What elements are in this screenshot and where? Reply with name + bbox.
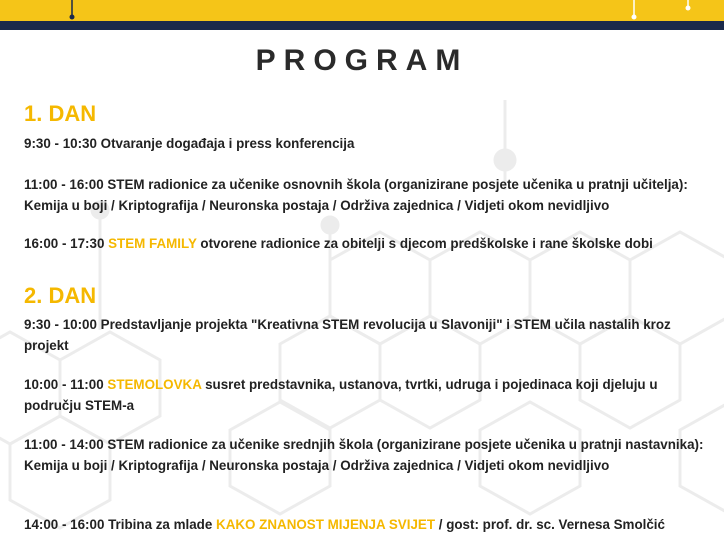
item-time: 10:00 - 11:00 — [24, 377, 108, 392]
item-description: / gost: prof. dr. sc. Vernesa Smolčić — [435, 517, 665, 532]
day-2-heading: 2. DAN — [24, 283, 97, 308]
item-time: 14:00 - 16:00 Tribina za mlade — [24, 517, 217, 532]
day-1-heading: 1. DAN — [24, 101, 97, 126]
top-yellow-band — [0, 0, 724, 21]
day-2-item-panel — [24, 514, 704, 535]
day-2-item-workshops: 11:00 - 14:00 STEM radionice za učenike srednjih škola (organizirane posjete učenika u pratnji nastavnika): Kemija u boji / Kriptografija / Neuronska postaja / Održiva zajednica / Vidjeti okom nevidljivo — [24, 437, 704, 473]
day-1-item-workshops: 11:00 - 16:00 STEM radionice za učenike osnovnih škola (organizirane posjete učenika u pratnji učitelja): Kemija u boji / Kriptografija / Neuronska postaja / Održiva zajednica / Vidjeti okom nevidljivo — [24, 177, 688, 213]
day-1-item-opening: 9:30 - 10:30 Otvaranje događaja i press konferencija — [24, 136, 355, 151]
day-1-item-family — [24, 233, 704, 254]
stemolovka-highlight: STEMOLOVKA — [107, 377, 202, 392]
item-description: otvorene radionice za obitelji s djecom predškolske i rane školske dobi — [196, 236, 653, 251]
top-navy-line — [0, 21, 724, 30]
stem-family-highlight: STEM FAMILY — [108, 236, 197, 251]
item-description: susret predstavnika, ustanova, tvrtki, udruga i pojedinaca koji djeluju u području STEM-a — [24, 377, 658, 413]
panel-title-highlight: KAKO ZNANOST MIJENJA SVIJET — [216, 517, 436, 532]
item-time: 16:00 - 17:30 — [24, 236, 109, 251]
day-2-item-presentation: 9:30 - 10:00 Predstavljanje projekta "Kreativna STEM revolucija u Slavoniji" i STEM učila nastalih kroz projekt — [24, 317, 671, 353]
lightbulb-decoration — [0, 0, 724, 21]
page-title: PROGRAM — [255, 44, 469, 77]
day-2-item-stemolovka — [24, 374, 704, 416]
